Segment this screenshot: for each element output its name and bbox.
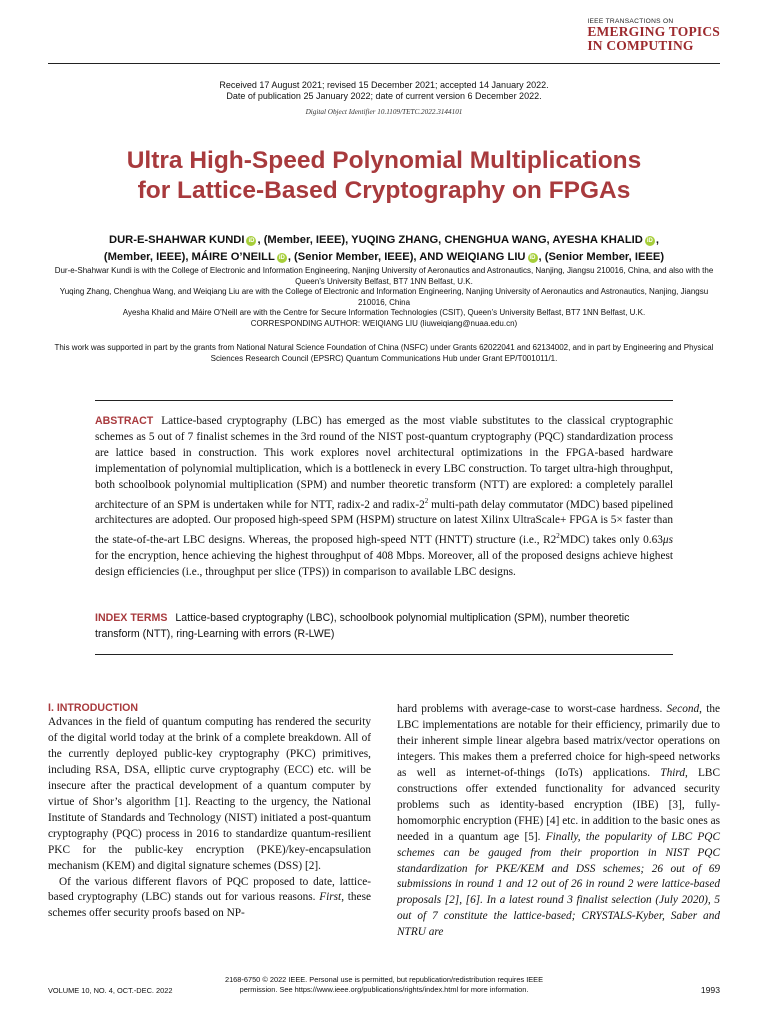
doi-line: Digital Object Identifier 10.1109/TETC.2022.3144101 bbox=[305, 108, 463, 116]
author-comma: , bbox=[655, 234, 659, 246]
journal-brand-line3: IN COMPUTING bbox=[587, 38, 694, 53]
section-heading-introduction: I. INTRODUCTION bbox=[48, 702, 139, 714]
footer-volume: VOLUME 10, NO. 4, OCT.-DEC. 2022 bbox=[48, 986, 173, 995]
footer-page-number: 1993 bbox=[700, 985, 720, 995]
copyright-line2: permission. See https://www.ieee.org/publications/rights/index.html for more information. bbox=[239, 985, 529, 994]
intro-paragraph-2 bbox=[48, 875, 371, 923]
corresponding-author: CORRESPONDING AUTHOR: WEIQIANG LIU (liuweiqiang@nuaa.edu.cn) bbox=[250, 318, 518, 328]
journal-brand bbox=[587, 18, 720, 53]
author-kundi: DUR-E-SHAHWAR KUNDI bbox=[109, 234, 245, 246]
journal-brand-line2: EMERGING TOPICS bbox=[587, 24, 720, 39]
index-terms-text: Lattice-based cryptography (LBC), schoolbook polynomial multiplication (SPM), number theoretic transform (NTT), ring-Learning with errors (R-LWE) bbox=[95, 612, 630, 640]
funding-note: This work was supported in part by the grants from National Natural Science Foundation of China (NSFC) under Grants 62022041 and 62134002, and in part by Engineering and Physical Sciences Research Council (EPSRC) Quantum Communications Hub under Grant EP/T001011/1. bbox=[54, 343, 714, 363]
author-liu: , (Senior Member, IEEE), AND WEIQIANG LIU bbox=[287, 251, 526, 263]
author-line2 bbox=[48, 249, 720, 266]
intro-p2-first: First bbox=[319, 891, 342, 904]
received-line: Received 17 August 2021; revised 15 December 2021; accepted 14 January 2022. bbox=[219, 80, 549, 90]
intro-p2-text-a: Of the various different flavors of PQC proposed to date, lattice-based cryptography (LBC) stands out for various reasons. bbox=[48, 875, 371, 904]
abstract-sup-2: 2 bbox=[556, 532, 560, 541]
orcid-icon[interactable]: iD bbox=[248, 238, 255, 244]
author-oneill: (Member, IEEE), MÁIRE O’NEILL bbox=[103, 251, 275, 263]
affiliation-2: Yuqing Zhang, Chenghua Wang, and Weiqiang Liu are with the College of Electronic and Information Engineering, Nanjing University of Aeronautics and Astronautics, Nanjing, Jiangsu 210016, China bbox=[59, 287, 709, 307]
intro-second: Second bbox=[666, 703, 700, 715]
footer-copyright bbox=[200, 975, 568, 995]
title-line1: Ultra High-Speed Polynomial Multiplications bbox=[126, 147, 642, 174]
intro-paragraph-2-continued bbox=[397, 702, 720, 941]
abstract-text-1: Lattice-based cryptography (LBC) has emerged as the most viable substitutes to the classical cryptographic schemes as 5 out of 7 finalist schemes in the 3rd round of the NIST post-quantum cryptography (PQC) standardization process are lattice based in construction. This work explores novel architectural optimizations in the FPGA-based hardware implementation of polynomial multiplication, which is a bottleneck in every LBC construction. To target ultra-high throughput, both schoolbook polynomial multiplication (SPM) and number theoretic transform (NTT) are explored: a completely parallel architecture of an SPM is undertaken while for NTT, radix-2 and radix-2 bbox=[95, 415, 673, 511]
intro-third: Third bbox=[660, 766, 685, 779]
affiliations bbox=[48, 266, 720, 330]
left-column bbox=[48, 702, 371, 922]
paper-title bbox=[0, 146, 768, 206]
author-line2-end: , (Senior Member, IEEE) bbox=[538, 251, 665, 263]
orcid-icon[interactable]: iD bbox=[529, 255, 536, 261]
abstract-label: ABSTRACT bbox=[95, 415, 154, 427]
abstract-text-4: for the encryption, hence achieving the highest throughput of 408 Mbps. Moreover, all of the proposed designs achieve highest design efficiencies (i.e., throughput per slice (TPS)) in comparison to available LBC designs. bbox=[95, 549, 673, 578]
journal-brand-line1: IEEE TRANSACTIONS ON bbox=[587, 18, 674, 25]
abstract-bottom-rule bbox=[95, 654, 673, 655]
intro-r1: hard problems with average-case to worst-case hardness. bbox=[397, 703, 667, 715]
intro-italic-finally: Finally, the popularity of LBC PQC schemes can be gauged from their proportion in NIST PQC standardization for PKE/KEM and DSS schemes; 26 out of 69 submissions in round 1 and 12 out of 26 in round 2 were lattice-based proposals [2], [6]. In a latest round 3 finalist selection (July 2020), 5 out of 7 constitute the lattice-based; CRYSTALS-Kyber, Saber and NTRU are bbox=[397, 830, 720, 939]
index-terms bbox=[95, 611, 673, 642]
right-column bbox=[397, 702, 720, 941]
title-line2: for Lattice-Based Cryptography on FPGAs bbox=[137, 177, 631, 204]
publication-line: Date of publication 25 January 2022; date of current version 6 December 2022. bbox=[226, 91, 542, 101]
affiliation-1: Dur-e-Shahwar Kundi is with the College of Electronic and Information Engineering, Nanjing University of Aeronautics and Astronautics, Nanjing, Jiangsu 210016, China, and also with the Queen’s University Belfast, BT7 1NN Belfast, U.K. bbox=[54, 266, 714, 286]
intro-p2-text-b: , these schemes offer security proofs based on NP- bbox=[48, 891, 371, 920]
orcid-icon[interactable]: iD bbox=[278, 255, 285, 261]
abstract-text-2: multi-path delay commutator (MDC) based pipelined architectures are adopted. Our proposed high-speed SPM (HSPM) structure on latest Xilinx UltraScale+ FPGA is 5× faster than the state-of-the-art LBC designs. Whereas, the proposed high-speed NTT (HNTT) structure (i.e., R2 bbox=[95, 498, 673, 546]
abstract bbox=[95, 414, 673, 581]
abstract-sup-1: 2 bbox=[424, 496, 429, 505]
intro-r2: , the LBC implementations are notable for their efficiency, primarily due to their inherent simple linear algebra based matrix/vector operations on integers. This makes them a preferred choice for high-speed networks as well as internet-of-things (IoTs) applications. bbox=[397, 703, 721, 779]
header-rule bbox=[48, 63, 720, 64]
index-terms-label: INDEX TERMS bbox=[95, 612, 168, 624]
author-list bbox=[48, 232, 720, 266]
intro-r3: , LBC constructions offer extended functionality for advanced security problems such as identity-based encryption (IBE) [3], fully-homomorphic encryption (FHE) [4] etc. in addition to the basic ones as needed in a quantum age [5]. bbox=[397, 766, 720, 843]
publication-dates bbox=[0, 80, 768, 102]
author-line1 bbox=[48, 232, 720, 249]
abstract-top-rule bbox=[95, 400, 673, 401]
intro-paragraph-1: Advances in the field of quantum computing has rendered the security of the digital world today at the brink of a complete breakdown. All of the currently deployed public-key cryptography (PKC) primitives, including RSA, DSA, elliptic curve cryptography (ECC) etc. will be insecure after the practical development of a quantum computer by virtue of Shor’s algorithm [1]. Reacting to the urgency, the National Institute of Standards and Technology (NIST) initiated a post-quantum cryptography (PQC) process in 2016 to standardize quantum-resilient PKC for the public-key encryption (PKE)/key-encapsulation mechanism (KEM) and digital signature schemes (DSS) [2]. bbox=[48, 716, 371, 872]
copyright-line1: 2168-6750 © 2022 IEEE. Personal use is permitted, but republication/redistribution requires IEEE bbox=[224, 975, 544, 984]
orcid-icon[interactable]: iD bbox=[646, 238, 653, 244]
author-line1-rest: , (Member, IEEE), YUQING ZHANG, CHENGHUA WANG, AYESHA KHALID bbox=[257, 234, 643, 246]
abstract-text-3: MDC) takes only 0.63 bbox=[559, 533, 663, 546]
abstract-mu: μs bbox=[662, 533, 673, 546]
affiliation-3: Ayesha Khalid and Máire O’Neill are with the Centre for Secure Information Technologies (CSIT), Queen’s University Belfast, BT7 1NN Belfast, U.K. bbox=[122, 308, 646, 318]
